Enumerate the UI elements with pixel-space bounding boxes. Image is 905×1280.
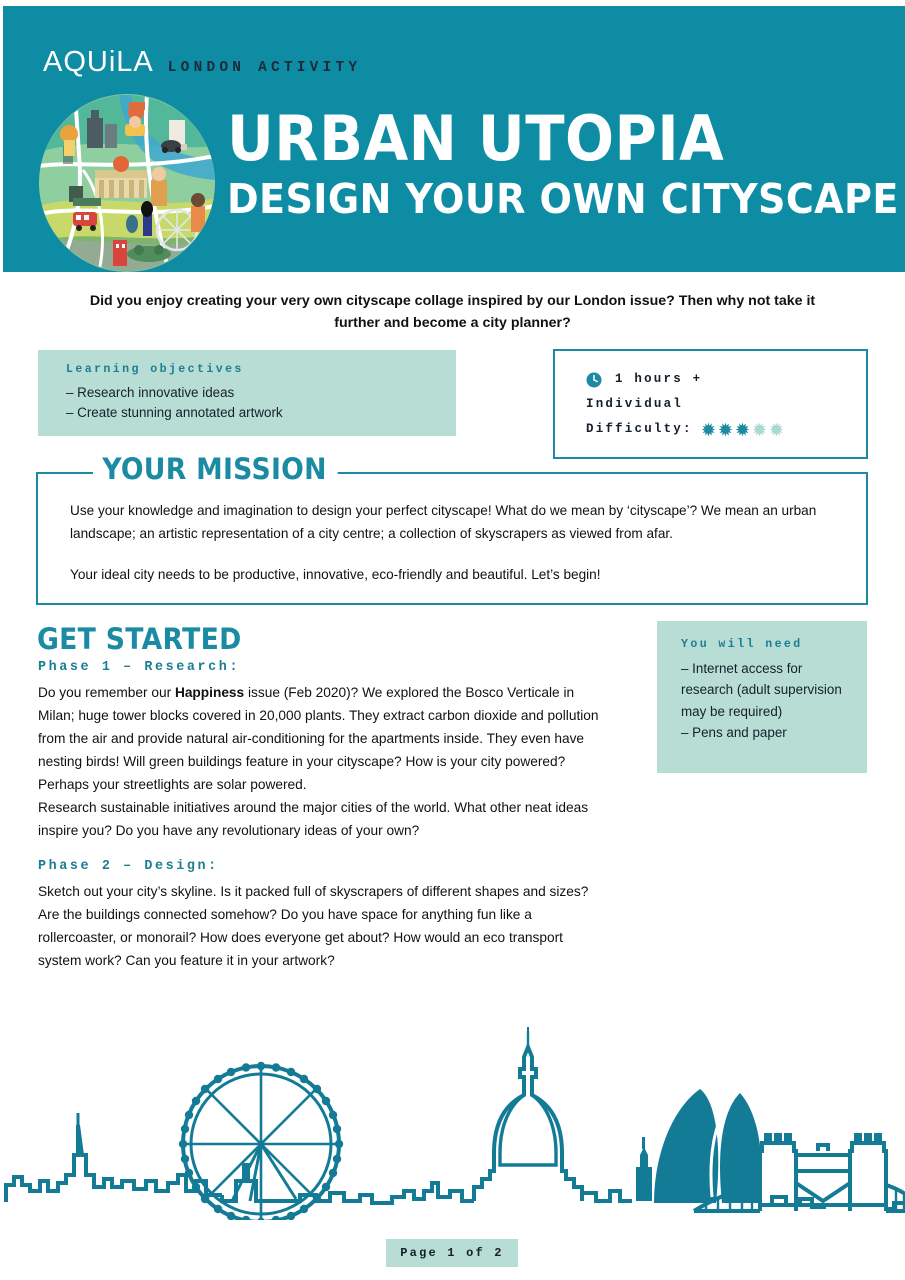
you-will-need-box <box>657 621 867 773</box>
learning-objectives-heading: Learning objectives <box>66 363 244 376</box>
learning-objective-item: – Research innovative ideas <box>66 385 235 400</box>
activity-details-box <box>553 349 868 459</box>
intro-text-bold-london: London <box>573 293 626 309</box>
issue-name-bold: Happiness <box>174 685 245 700</box>
intro-text-bold-collage: cityscape collage <box>346 293 464 309</box>
you-will-need-heading: You will need <box>681 638 803 651</box>
title-block <box>227 102 899 224</box>
phase-2-paragraph: Sketch out your city’s skyline. Is it packed full of skyscrapers of different shapes and sizes? Are the buildings connected somehow? Do you have space for anything fun like a rollercoaster, or monorail? How does everyone get about? How would an eco transport system work? Can you feature it in your artwork? <box>38 884 589 969</box>
clock-icon <box>586 372 602 388</box>
london-skyline-illustration <box>0 1005 905 1220</box>
learning-objectives-box <box>38 350 456 436</box>
intro-text-a: Did you enjoy creating your very own <box>89 293 347 309</box>
star-burst-icon <box>701 422 716 437</box>
intro-text-c: inspired by our <box>463 293 574 309</box>
phase-2-heading: Phase 2 – Design: <box>38 859 219 875</box>
brand-logo: AQUiLA <box>43 46 154 78</box>
get-started-content <box>38 660 608 972</box>
star-burst-icon <box>718 422 733 437</box>
intro-text-e: issue? Then why not take it further and become a city planner? <box>334 293 816 332</box>
london-map-illustration <box>39 94 215 272</box>
star-burst-icon <box>735 422 750 437</box>
you-will-need-item: – Pens and paper <box>681 725 787 741</box>
your-mission-title: YOUR MISSION <box>93 452 338 486</box>
you-will-need-item: – Internet access for research (adult supervision may be required) <box>681 661 842 719</box>
difficulty-label: Difficulty: <box>586 422 693 436</box>
intro-paragraph <box>80 290 825 335</box>
brand-subtitle: LONDON ACTIVITY <box>167 60 362 76</box>
header-banner <box>3 6 905 272</box>
phase-block-2 <box>38 859 608 972</box>
phase-1-heading: Phase 1 – Research: <box>38 660 241 675</box>
difficulty-rating <box>701 422 784 437</box>
page-subtitle: DESIGN YOUR OWN CITYSCAPE <box>227 175 899 224</box>
page-title: URBAN UTOPIA <box>227 102 725 175</box>
phase-1-paragraph: Do you remember our Happiness issue (Feb 2020)? We explored the Bosco Verticale in Milan; huge tower blocks covered in 20,000 plants. They extract carbon dioxide and pollution from the air and provide natural air-conditioning for the apartments inside. They even have nesting birds! Will green buildings feature in your cityscape? How is your city powered? Perhaps your streetlights are solar powered. <box>38 685 599 793</box>
mission-paragraph: Your ideal city needs to be productive, innovative, eco-friendly and beautiful. Let’s begin! <box>70 566 601 582</box>
mode-label: Individual <box>586 397 684 411</box>
page-number-badge: Page 1 of 2 <box>386 1239 518 1267</box>
mission-paragraph: Use your knowledge and imagination to design your perfect cityscape! What do we mean by ‘cityscape’? We mean an urban landscape; an artistic representation of a city centre; a collection of skyscrapers as viewed from afar. <box>70 503 817 542</box>
learning-objective-item: – Create stunning annotated artwork <box>66 405 283 421</box>
brand-row <box>43 48 361 77</box>
phase-1-paragraph: Research sustainable initiatives around the major cities of the world. What other neat ideas inspire you? Do you have any revolutionary ideas of your own? <box>38 800 589 839</box>
get-started-title: GET STARTED <box>37 622 242 656</box>
star-burst-icon <box>752 422 767 437</box>
difficulty-row <box>586 417 866 442</box>
phase-block-1 <box>38 660 608 842</box>
your-mission-panel <box>36 452 868 605</box>
star-burst-icon <box>769 422 784 437</box>
duration-row <box>586 367 866 392</box>
duration-label: 1 hours + <box>615 372 703 386</box>
your-mission-body <box>38 474 866 586</box>
